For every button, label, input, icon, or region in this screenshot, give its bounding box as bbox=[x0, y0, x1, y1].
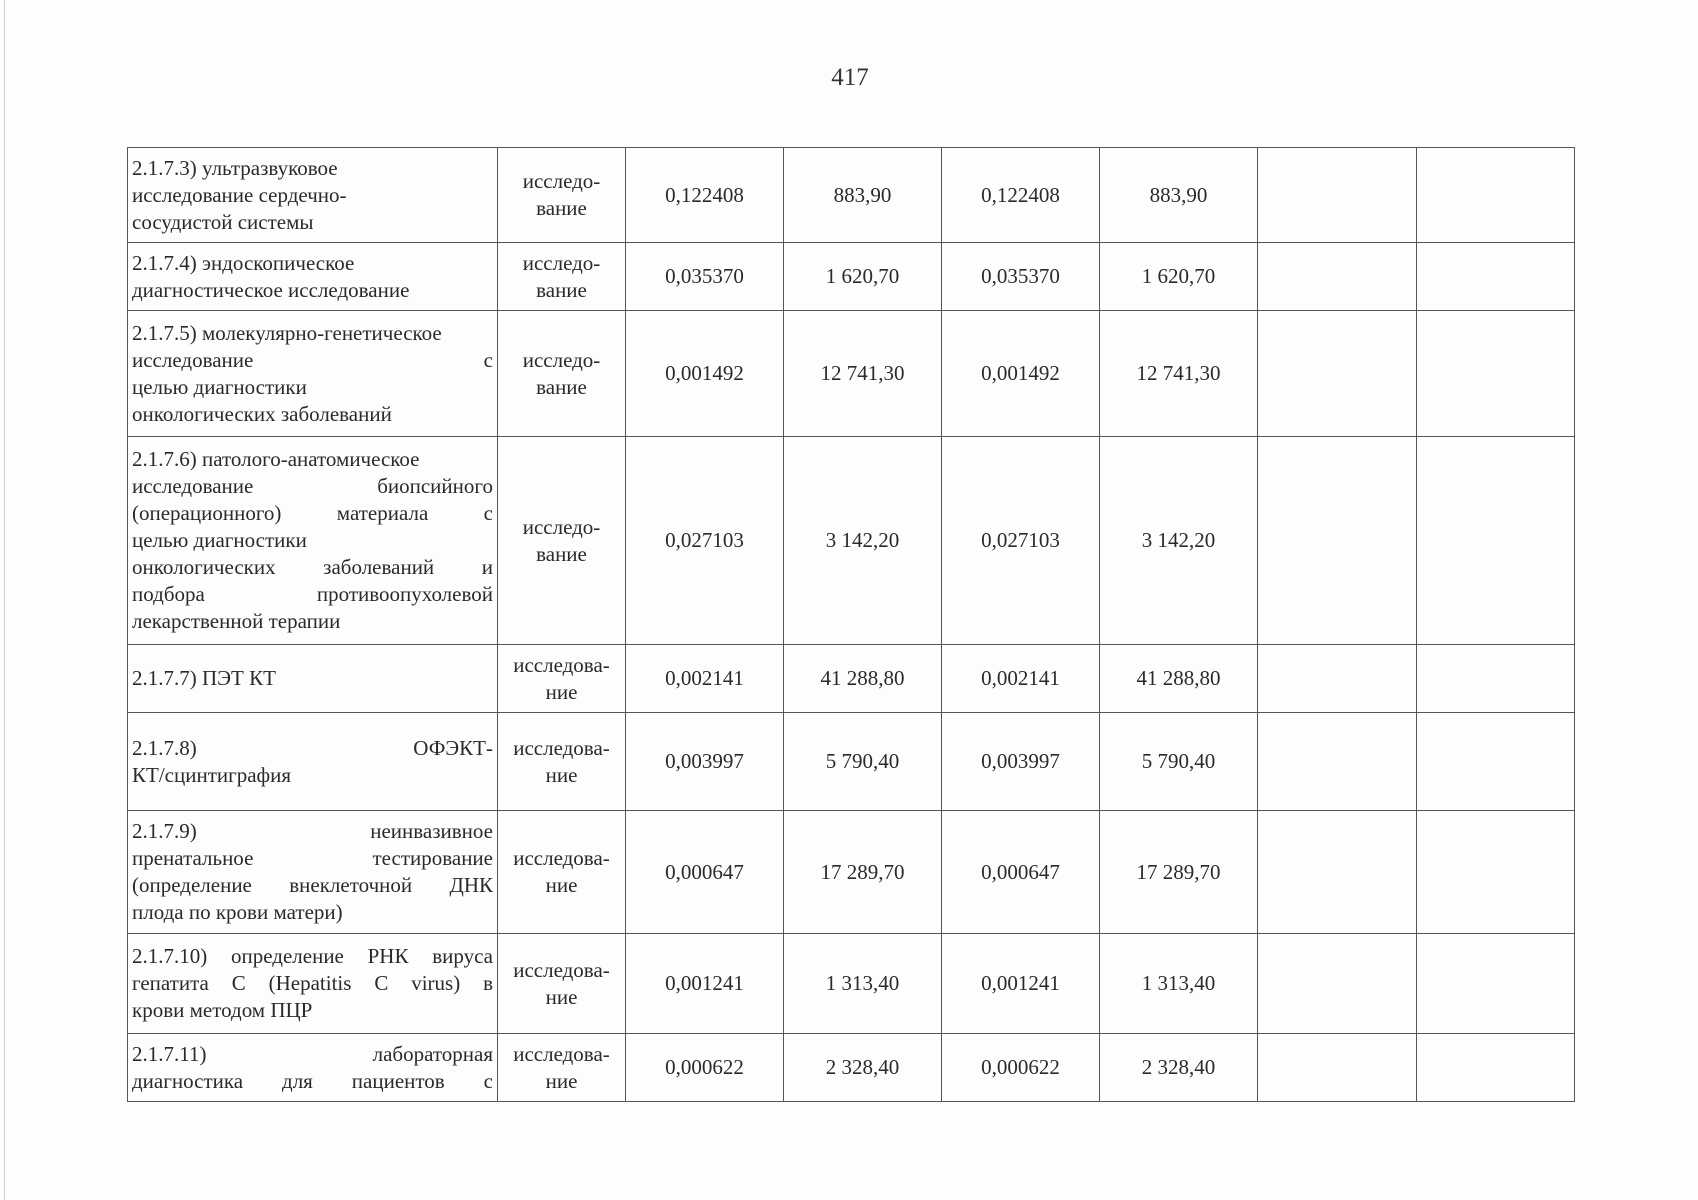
table-body bbox=[128, 148, 1575, 1102]
norm-value-cell: 0,027103 bbox=[942, 437, 1100, 645]
empty-cell bbox=[1417, 645, 1575, 713]
cost-value-cell: 1 313,40 bbox=[784, 934, 942, 1034]
service-name-line: 2.1.7.5) молекулярно-генетическое bbox=[132, 320, 442, 345]
cost-value-cell: 1 620,70 bbox=[784, 243, 942, 311]
unit-cell bbox=[498, 645, 626, 713]
service-name-cell bbox=[128, 437, 498, 645]
service-name-line: 2.1.7.10) определение РНК вируса bbox=[132, 944, 493, 968]
service-name-line: онкологических заболеваний и bbox=[132, 555, 493, 579]
service-name-cell bbox=[128, 645, 498, 713]
unit-line: ние bbox=[545, 679, 578, 704]
cost-value-cell: 883,90 bbox=[784, 148, 942, 243]
unit-line: исследова- bbox=[513, 652, 610, 677]
unit-cell bbox=[498, 148, 626, 243]
service-name-line: онкологических заболеваний bbox=[132, 401, 392, 426]
service-name-line: диагностическое исследование bbox=[132, 277, 410, 302]
norm-value-cell: 0,001492 bbox=[942, 311, 1100, 437]
empty-cell bbox=[1417, 934, 1575, 1034]
service-name-line: 2.1.7.3) ультразвуковое bbox=[132, 155, 338, 180]
service-name-cell bbox=[128, 311, 498, 437]
unit-line: исследо- bbox=[522, 347, 601, 372]
norm-value-cell: 0,000622 bbox=[626, 1034, 784, 1102]
unit-line: исследо- bbox=[522, 169, 601, 193]
service-name-line: КТ/сцинтиграфия bbox=[132, 762, 292, 787]
norm-value-cell: 0,027103 bbox=[626, 437, 784, 645]
service-name-line: исследование биопсийного bbox=[132, 474, 493, 498]
service-name-line: (определение внеклеточной ДНК bbox=[132, 873, 493, 897]
empty-cell bbox=[1258, 148, 1417, 243]
unit-cell bbox=[498, 934, 626, 1034]
table-row bbox=[128, 1034, 1575, 1102]
empty-cell bbox=[1258, 934, 1417, 1034]
table-row bbox=[128, 311, 1575, 437]
norm-value-cell: 0,000647 bbox=[626, 811, 784, 934]
empty-cell bbox=[1417, 1034, 1575, 1102]
table-row bbox=[128, 243, 1575, 311]
empty-cell bbox=[1258, 311, 1417, 437]
service-name-line: крови методом ПЦР bbox=[132, 998, 313, 1022]
unit-line: исследова- bbox=[513, 846, 610, 870]
service-name-line: 2.1.7.4) эндоскопическое bbox=[132, 250, 355, 275]
unit-cell bbox=[498, 811, 626, 934]
table-row bbox=[128, 934, 1575, 1034]
service-name-line: целью диагностики bbox=[132, 528, 307, 552]
unit-line: вание bbox=[536, 374, 587, 399]
cost-value-cell: 17 289,70 bbox=[784, 811, 942, 934]
norm-value-cell: 0,002141 bbox=[942, 645, 1100, 713]
cost-value-cell: 12 741,30 bbox=[784, 311, 942, 437]
unit-line: ние bbox=[545, 1068, 578, 1093]
unit-cell bbox=[498, 713, 626, 811]
cost-value-cell: 5 790,40 bbox=[784, 713, 942, 811]
cost-value-cell: 41 288,80 bbox=[784, 645, 942, 713]
cost-value-cell: 2 328,40 bbox=[1100, 1034, 1258, 1102]
unit-line: вание bbox=[536, 196, 587, 220]
service-name-cell bbox=[128, 243, 498, 311]
unit-cell bbox=[498, 1034, 626, 1102]
table-row bbox=[128, 645, 1575, 713]
cost-value-cell: 17 289,70 bbox=[1100, 811, 1258, 934]
service-name-cell bbox=[128, 148, 498, 243]
service-name-cell bbox=[128, 713, 498, 811]
service-name-line: гепатита С (Hepatitis C virus) в bbox=[132, 971, 493, 995]
norm-value-cell: 0,001492 bbox=[626, 311, 784, 437]
table-row bbox=[128, 148, 1575, 243]
service-name-line: сосудистой системы bbox=[132, 209, 314, 234]
unit-line: исследо- bbox=[522, 250, 601, 275]
service-name-line: подбора противоопухолевой bbox=[132, 582, 493, 606]
norm-value-cell: 0,035370 bbox=[942, 243, 1100, 311]
service-name-line: 2.1.7.11) лабораторная bbox=[132, 1041, 493, 1066]
norm-value-cell: 0,003997 bbox=[626, 713, 784, 811]
service-name-line: (операционного) материала с bbox=[132, 501, 493, 525]
unit-line: вание bbox=[536, 277, 587, 302]
cost-value-cell: 2 328,40 bbox=[784, 1034, 942, 1102]
unit-line: ние bbox=[545, 873, 578, 897]
unit-line: исследо- bbox=[522, 514, 601, 539]
cost-value-cell: 1 620,70 bbox=[1100, 243, 1258, 311]
table-row bbox=[128, 713, 1575, 811]
cost-value-cell: 12 741,30 bbox=[1100, 311, 1258, 437]
unit-line: ние bbox=[545, 984, 578, 1009]
page-number: 417 bbox=[831, 64, 869, 91]
empty-cell bbox=[1417, 811, 1575, 934]
empty-cell bbox=[1258, 811, 1417, 934]
unit-line: исследова- bbox=[513, 957, 610, 982]
page-margin-line bbox=[4, 0, 5, 1200]
service-name-line: 2.1.7.9) неинвазивное bbox=[132, 819, 493, 843]
service-name-line: пренатальное тестирование bbox=[132, 846, 493, 870]
service-name-line: 2.1.7.6) патолого-анатомическое bbox=[132, 447, 420, 471]
cost-value-cell: 3 142,20 bbox=[784, 437, 942, 645]
empty-cell bbox=[1258, 1034, 1417, 1102]
cost-value-cell: 3 142,20 bbox=[1100, 437, 1258, 645]
norm-value-cell: 0,003997 bbox=[942, 713, 1100, 811]
unit-cell bbox=[498, 243, 626, 311]
service-name-line: плода по крови матери) bbox=[132, 900, 343, 924]
service-name-cell bbox=[128, 934, 498, 1034]
empty-cell bbox=[1417, 243, 1575, 311]
service-name-line: 2.1.7.8) ОФЭКТ- bbox=[132, 735, 493, 760]
empty-cell bbox=[1417, 148, 1575, 243]
empty-cell bbox=[1258, 713, 1417, 811]
unit-cell bbox=[498, 437, 626, 645]
empty-cell bbox=[1258, 243, 1417, 311]
cost-value-cell: 883,90 bbox=[1100, 148, 1258, 243]
cost-value-cell: 1 313,40 bbox=[1100, 934, 1258, 1034]
norm-value-cell: 0,002141 bbox=[626, 645, 784, 713]
unit-line: вание bbox=[536, 541, 587, 566]
service-name-cell bbox=[128, 811, 498, 934]
norm-value-cell: 0,122408 bbox=[942, 148, 1100, 243]
service-name-line: целью диагностики bbox=[132, 374, 307, 399]
unit-line: исследова- bbox=[513, 735, 610, 760]
norm-value-cell: 0,001241 bbox=[626, 934, 784, 1034]
empty-cell bbox=[1417, 437, 1575, 645]
table-row bbox=[128, 811, 1575, 934]
service-name-line: 2.1.7.7) ПЭТ КТ bbox=[132, 666, 276, 690]
cost-value-cell: 41 288,80 bbox=[1100, 645, 1258, 713]
empty-cell bbox=[1258, 645, 1417, 713]
norm-value-cell: 0,122408 bbox=[626, 148, 784, 243]
service-name-line: диагностика для пациентов с bbox=[132, 1068, 493, 1093]
tariff-table bbox=[127, 147, 1575, 1102]
norm-value-cell: 0,035370 bbox=[626, 243, 784, 311]
unit-line: исследова- bbox=[513, 1041, 610, 1066]
unit-cell bbox=[498, 311, 626, 437]
unit-line: ние bbox=[545, 762, 578, 787]
cost-value-cell: 5 790,40 bbox=[1100, 713, 1258, 811]
service-name-line: исследование с bbox=[132, 347, 493, 372]
service-name-line: исследование сердечно- bbox=[132, 182, 347, 207]
norm-value-cell: 0,000622 bbox=[942, 1034, 1100, 1102]
service-name-cell bbox=[128, 1034, 498, 1102]
service-name-line: лекарственной терапии bbox=[132, 609, 341, 633]
norm-value-cell: 0,001241 bbox=[942, 934, 1100, 1034]
empty-cell bbox=[1258, 437, 1417, 645]
empty-cell bbox=[1417, 713, 1575, 811]
norm-value-cell: 0,000647 bbox=[942, 811, 1100, 934]
table-row bbox=[128, 437, 1575, 645]
empty-cell bbox=[1417, 311, 1575, 437]
